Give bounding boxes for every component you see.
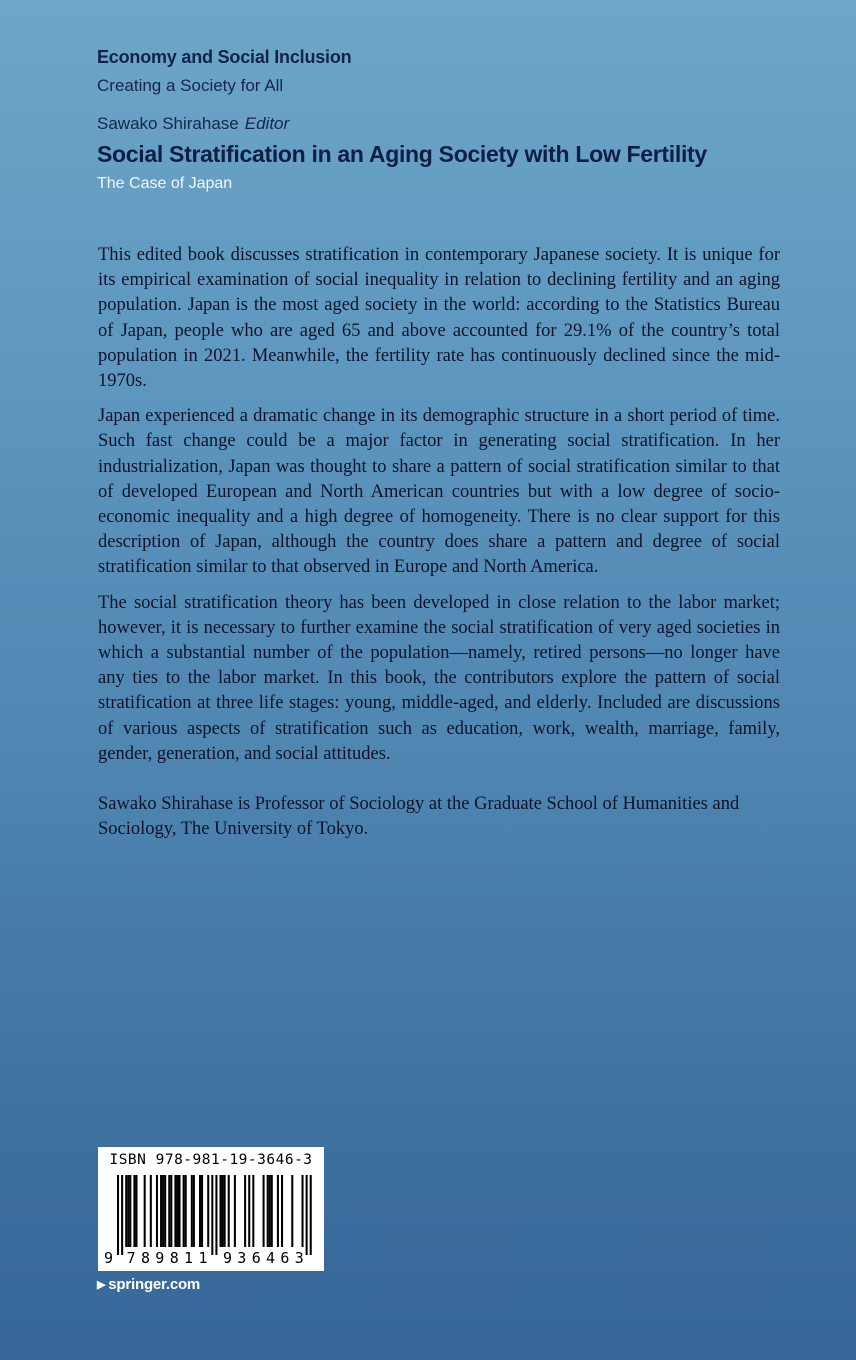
barcode-bar: [160, 1175, 162, 1247]
barcode-digit: 1: [198, 1249, 208, 1267]
barcode-bar: [156, 1175, 158, 1247]
barcode-bar: [174, 1175, 176, 1247]
barcode-bar: [215, 1175, 217, 1255]
barcode-bar: [220, 1175, 222, 1247]
barcode-bar: [269, 1175, 271, 1247]
barcode-bar: [248, 1175, 250, 1247]
triangle-right-icon: ▶: [97, 1279, 106, 1291]
barcode-bar: [144, 1175, 146, 1247]
book-title: Social Stratification in an Aging Society with Low Fertility: [97, 141, 707, 167]
barcode-digit: 6: [280, 1249, 290, 1267]
barcode-bar: [162, 1175, 164, 1247]
publisher-url: springer.com: [108, 1276, 201, 1293]
barcode-bar: [267, 1175, 269, 1247]
barcode-bar: [228, 1175, 230, 1247]
barcode-bar: [224, 1175, 226, 1247]
barcode-bar: [291, 1175, 293, 1247]
editor-name: Sawako Shirahase: [97, 114, 239, 133]
barcode-digit: 8: [141, 1249, 151, 1267]
barcode-bar: [277, 1175, 279, 1247]
barcode-bar: [125, 1175, 127, 1247]
barcode-digit: 8: [169, 1249, 179, 1267]
barcode-bar: [185, 1175, 187, 1247]
barcode-bar: [135, 1175, 137, 1247]
barcode-bar: [271, 1175, 273, 1247]
isbn-label: ISBN 978-981-19-3646-3: [109, 1152, 313, 1168]
editor-line: [97, 114, 289, 134]
barcode-bar: [168, 1175, 170, 1247]
barcode-bar: [222, 1175, 224, 1247]
barcode-bar: [302, 1175, 304, 1247]
barcode-bar: [121, 1175, 123, 1255]
barcode-bar: [193, 1175, 195, 1247]
blurb-paragraph: Japan experienced a dramatic change in its demographic structure in a short period of time. Such fast change could be a major factor in generating social stratification. In her industrialization, Japan was thought to share a pattern of social stratification similar to that of developed European and North American countries but with a low degree of socio-economic inequality and a high degree of homogeneity. There is no clear support for this description of Japan, although the country does share a pattern and degree of social stratification similar to that observed in Europe and North America.: [98, 406, 780, 578]
barcode-bar: [150, 1175, 152, 1247]
editor-role: Editor: [244, 114, 290, 133]
barcode-bar: [164, 1175, 166, 1247]
barcode-bar: [306, 1175, 308, 1255]
barcode-box: [98, 1147, 324, 1271]
barcode-bar: [201, 1175, 203, 1247]
blurb: [98, 243, 780, 777]
barcode-bar: [179, 1175, 181, 1247]
barcode-digit: 3: [237, 1249, 247, 1267]
barcode: [98, 1173, 324, 1271]
blurb-paragraph: This edited book discusses stratification in contemporary Japanese society. It is unique for its empirical examination of social inequality in relation to declining fertility and an aging population. Japan is the most aged society in the world: according to the Statistics Bureau of Japan, people who are aged 65 and above accounted for 29.1% of the country’s total population in 2021. Meanwhile, the fertility rate has continuously declined since the mid-1970s.: [98, 245, 780, 392]
barcode-bar: [183, 1175, 185, 1247]
barcode-digit: 3: [294, 1249, 304, 1267]
barcode-bar: [263, 1175, 265, 1247]
barcode-digit: 9: [223, 1249, 233, 1267]
barcode-bar: [199, 1175, 201, 1247]
barcode-bar: [176, 1175, 178, 1247]
barcode-bar: [170, 1175, 172, 1247]
barcode-digit: 9: [155, 1249, 165, 1267]
barcode-bar: [281, 1175, 283, 1247]
barcode-bar: [133, 1175, 135, 1247]
barcode-bar: [252, 1175, 254, 1247]
barcode-digit: 9: [104, 1249, 114, 1267]
barcode-digit: 4: [266, 1249, 276, 1267]
barcode-digit: 6: [251, 1249, 261, 1267]
barcode-bar: [244, 1175, 246, 1247]
barcode-digit: 1: [184, 1249, 194, 1267]
barcode-bar: [127, 1175, 129, 1247]
barcode-bar: [117, 1175, 119, 1255]
barcode-digit: 7: [126, 1249, 136, 1267]
barcode-bar: [207, 1175, 209, 1247]
publisher-link[interactable]: [97, 1276, 200, 1293]
barcode-bar: [211, 1175, 213, 1255]
series-subtitle: Creating a Society for All: [97, 76, 284, 95]
book-subtitle: The Case of Japan: [97, 175, 233, 192]
author-bio: Sawako Shirahase is Professor of Sociology at the Graduate School of Humanities and Sociology, The University of Tokyo.: [98, 794, 740, 840]
series-title: Economy and Social Inclusion: [97, 47, 352, 67]
barcode-bar: [310, 1175, 312, 1255]
blurb-paragraph: The social stratification theory has been developed in close relation to the labor market; however, it is necessary to further examine the social stratification of very aged societies in which a substantial number of the population—namely, retired persons—no longer have any ties to the labor market. In this book, the contributors explore the pattern of social stratification at three life stages: young, middle-aged, and elderly. Included are discussions of various aspects of stratification such as education, work, wealth, marriage, family, gender, generation, and social attitudes.: [98, 592, 780, 764]
barcode-bar: [191, 1175, 193, 1247]
barcode-bar: [234, 1175, 236, 1247]
barcode-bar: [129, 1175, 131, 1247]
